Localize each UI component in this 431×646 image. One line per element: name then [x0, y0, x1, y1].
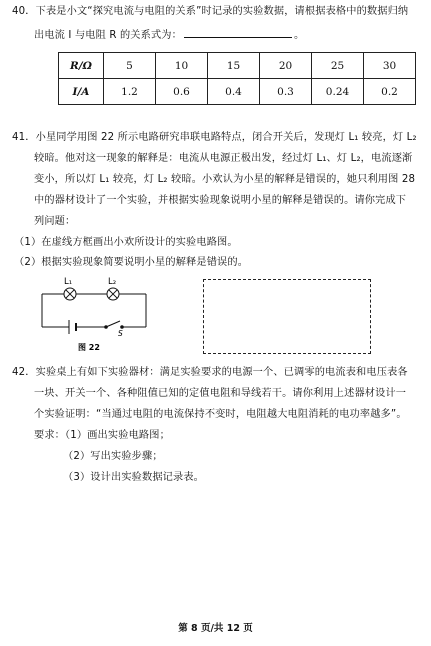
table-head-resistance: R/Ω	[59, 53, 104, 79]
q42-line-4: 要求：（1）画出实验电路图；	[34, 430, 170, 441]
table-cell: 10	[156, 53, 208, 79]
lamp-icon	[107, 288, 119, 300]
q41-sub-1: （1）在虚线方框画出小欢所设计的实验电路图。	[14, 237, 238, 248]
switch-label: S	[118, 329, 123, 338]
q41-line-4: 中的器材设计了一个实验，并根据实验现象说明小星的解释是错误的。请你完成下	[34, 195, 407, 206]
table-cell: 0.6	[156, 79, 208, 105]
q42-req-2: （2）写出实验步骤；	[63, 451, 163, 462]
page-number: 第 8 页/共 12 页	[178, 623, 253, 634]
table-cell: 0.2	[364, 79, 416, 105]
battery-icon	[69, 320, 76, 334]
table-cell: 20	[260, 53, 312, 79]
data-table	[58, 52, 416, 105]
q42-line-2: 一块、开关一个、各种阻值已知的定值电阻和导线若干。请你利用上述器材设计一	[34, 388, 407, 399]
table-cell: 15	[208, 53, 260, 79]
lamp2-label: L₂	[108, 277, 117, 287]
table-cell: 0.24	[312, 79, 364, 105]
table-head-current: I/A	[59, 79, 104, 105]
q42-req-3: （3）设计出实验数据记录表。	[63, 472, 205, 483]
figure-caption: 图 22	[78, 343, 100, 352]
switch-icon	[105, 321, 124, 328]
q41-line-5: 列问题：	[34, 216, 76, 227]
q42-line-1: 42．实验桌上有如下实验器材：满足实验要求的电源一个、已调零的电流表和电压表各	[12, 367, 408, 378]
q41-line-3: 变小，所以灯 L₁ 较亮，灯 L₂ 较暗。小欢认为小星的解释是错误的，她只利用图 28	[34, 174, 416, 185]
lamp-icon	[64, 288, 76, 300]
table-row-resistance	[59, 53, 416, 79]
table-cell: 25	[312, 53, 364, 79]
table-cell: 1.2	[104, 79, 156, 105]
q40-line-2-end: 。	[294, 30, 305, 41]
table-cell: 5	[104, 53, 156, 79]
q41-line-1: 41．小星同学用图 22 所示电路研究串联电路特点，闭合开关后，发现灯 L₁ 较亮，灯 L₂	[12, 132, 417, 143]
lamp1-label: L₁	[64, 277, 73, 287]
table-cell: 30	[364, 53, 416, 79]
q41-line-2: 较暗。他对这一现象的解释是：电流从电源正极出发，经过灯 L₁、灯 L₂，电流逐渐	[34, 153, 413, 164]
q40-line-2	[34, 26, 304, 43]
answer-blank	[184, 26, 292, 38]
q41-sub-2: （2）根据实验现象简要说明小星的解释是错误的。	[14, 257, 249, 268]
table-cell: 0.3	[260, 79, 312, 105]
table-cell: 0.4	[208, 79, 260, 105]
q40-line-2-text: 出电流 I 与电阻 R 的关系式为：	[34, 30, 182, 41]
q40-line-1: 40．下表是小文“探究电流与电阻的关系”时记录的实验数据，请根据表格中的数据归纳	[12, 6, 409, 17]
q42-line-3: 个实验证明：“当通过电阻的电流保持不变时，电阻越大电阻消耗的电功率越多”。	[34, 409, 407, 420]
circuit-diagram	[30, 272, 160, 354]
table-row-current	[59, 79, 416, 105]
answer-box[interactable]	[203, 279, 371, 354]
